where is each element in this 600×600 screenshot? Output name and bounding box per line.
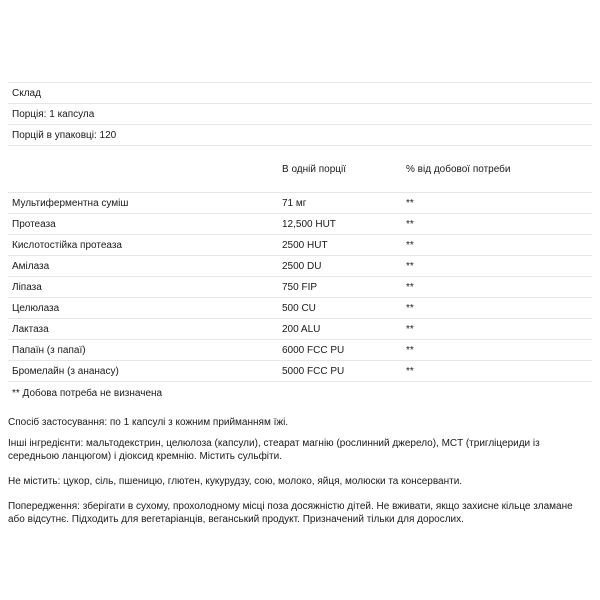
ingredient-amount: 6000 FCC PU — [282, 344, 345, 356]
table-row — [8, 276, 592, 297]
ingredient-amount: 2500 DU — [282, 260, 322, 272]
ingredient-name: Амілаза — [12, 260, 50, 272]
supplement-facts-table — [8, 82, 592, 404]
ingredient-daily-value: ** — [406, 218, 414, 230]
header-daily-value: % від добової потреби — [406, 163, 511, 175]
ingredient-amount: 500 CU — [282, 302, 316, 314]
ingredient-name: Бромелайн (з ананасу) — [12, 365, 119, 377]
table-row — [8, 318, 592, 339]
table-row — [8, 339, 592, 360]
ingredient-amount: 12,500 HUT — [282, 218, 336, 230]
ingredient-daily-value: ** — [406, 197, 414, 209]
free-from-list: Не містить: цукор, сіль, пшеницю, глютен, кукурудзу, сою, молоко, яйця, молюски та консерванти. — [8, 476, 463, 487]
ingredient-daily-value: ** — [406, 344, 414, 356]
usage-instructions: Спосіб застосування: по 1 капсулі з кожним прийманням їжі. — [8, 417, 289, 428]
ingredient-name: Кислотостійка протеаза — [12, 239, 122, 251]
ingredient-daily-value: ** — [406, 365, 414, 377]
servings-per-pack: Порцій в упаковці: 120 — [12, 129, 117, 141]
ingredient-amount: 2500 HUT — [282, 239, 328, 251]
servings-per-pack-row — [8, 124, 592, 145]
ingredient-amount: 5000 FCC PU — [282, 365, 345, 377]
ingredient-amount: 200 ALU — [282, 323, 321, 335]
ingredient-name: Ліпаза — [12, 281, 42, 293]
product-notes — [8, 416, 592, 538]
ingredient-daily-value: ** — [406, 281, 414, 293]
table-header-row — [8, 145, 592, 192]
ingredient-amount: 71 мг — [282, 197, 307, 209]
ingredient-name: Папаїн (з папаї) — [12, 344, 86, 356]
ingredient-name: Целюлаза — [12, 302, 60, 314]
ingredient-name: Мультиферментна суміш — [12, 197, 129, 209]
ingredient-daily-value: ** — [406, 239, 414, 251]
serving-size-row — [8, 103, 592, 124]
table-footnote: ** Добова потреба не визначена — [12, 387, 163, 399]
ingredient-daily-value: ** — [406, 323, 414, 335]
table-row — [8, 192, 592, 213]
ingredient-daily-value: ** — [406, 260, 414, 272]
ingredient-name: Протеаза — [12, 218, 56, 230]
other-ingredients: Інші інгредієнти: мальтодекстрин, целюлоза (капсули), стеарат магнію (рослинний джерело), MCT (тригліцериди із середньою ланцюгом) і діоксид кремнію. Містить сульфіти. — [8, 438, 540, 462]
warning-text: Попередження: зберігати в сухому, прохолодному місці поза досяжністю дітей. Не вживати, якщо захисне кільце зламане або відсутнє. Підходить для вегетаріанців, веганський продукт. Призначений тільки для дорослих. — [8, 501, 573, 525]
ingredient-amount: 750 FIP — [282, 281, 318, 293]
serving-size: Порція: 1 капсула — [12, 108, 95, 120]
table-row — [8, 213, 592, 234]
table-row — [8, 297, 592, 318]
table-row — [8, 234, 592, 255]
table-title-row — [8, 82, 592, 103]
ingredient-name: Лактаза — [12, 323, 49, 335]
ingredient-daily-value: ** — [406, 302, 414, 314]
table-title: Склад — [12, 87, 41, 99]
table-footnote-row — [8, 381, 592, 404]
header-amount: В одній порції — [282, 163, 346, 175]
table-row — [8, 255, 592, 276]
table-row — [8, 360, 592, 381]
